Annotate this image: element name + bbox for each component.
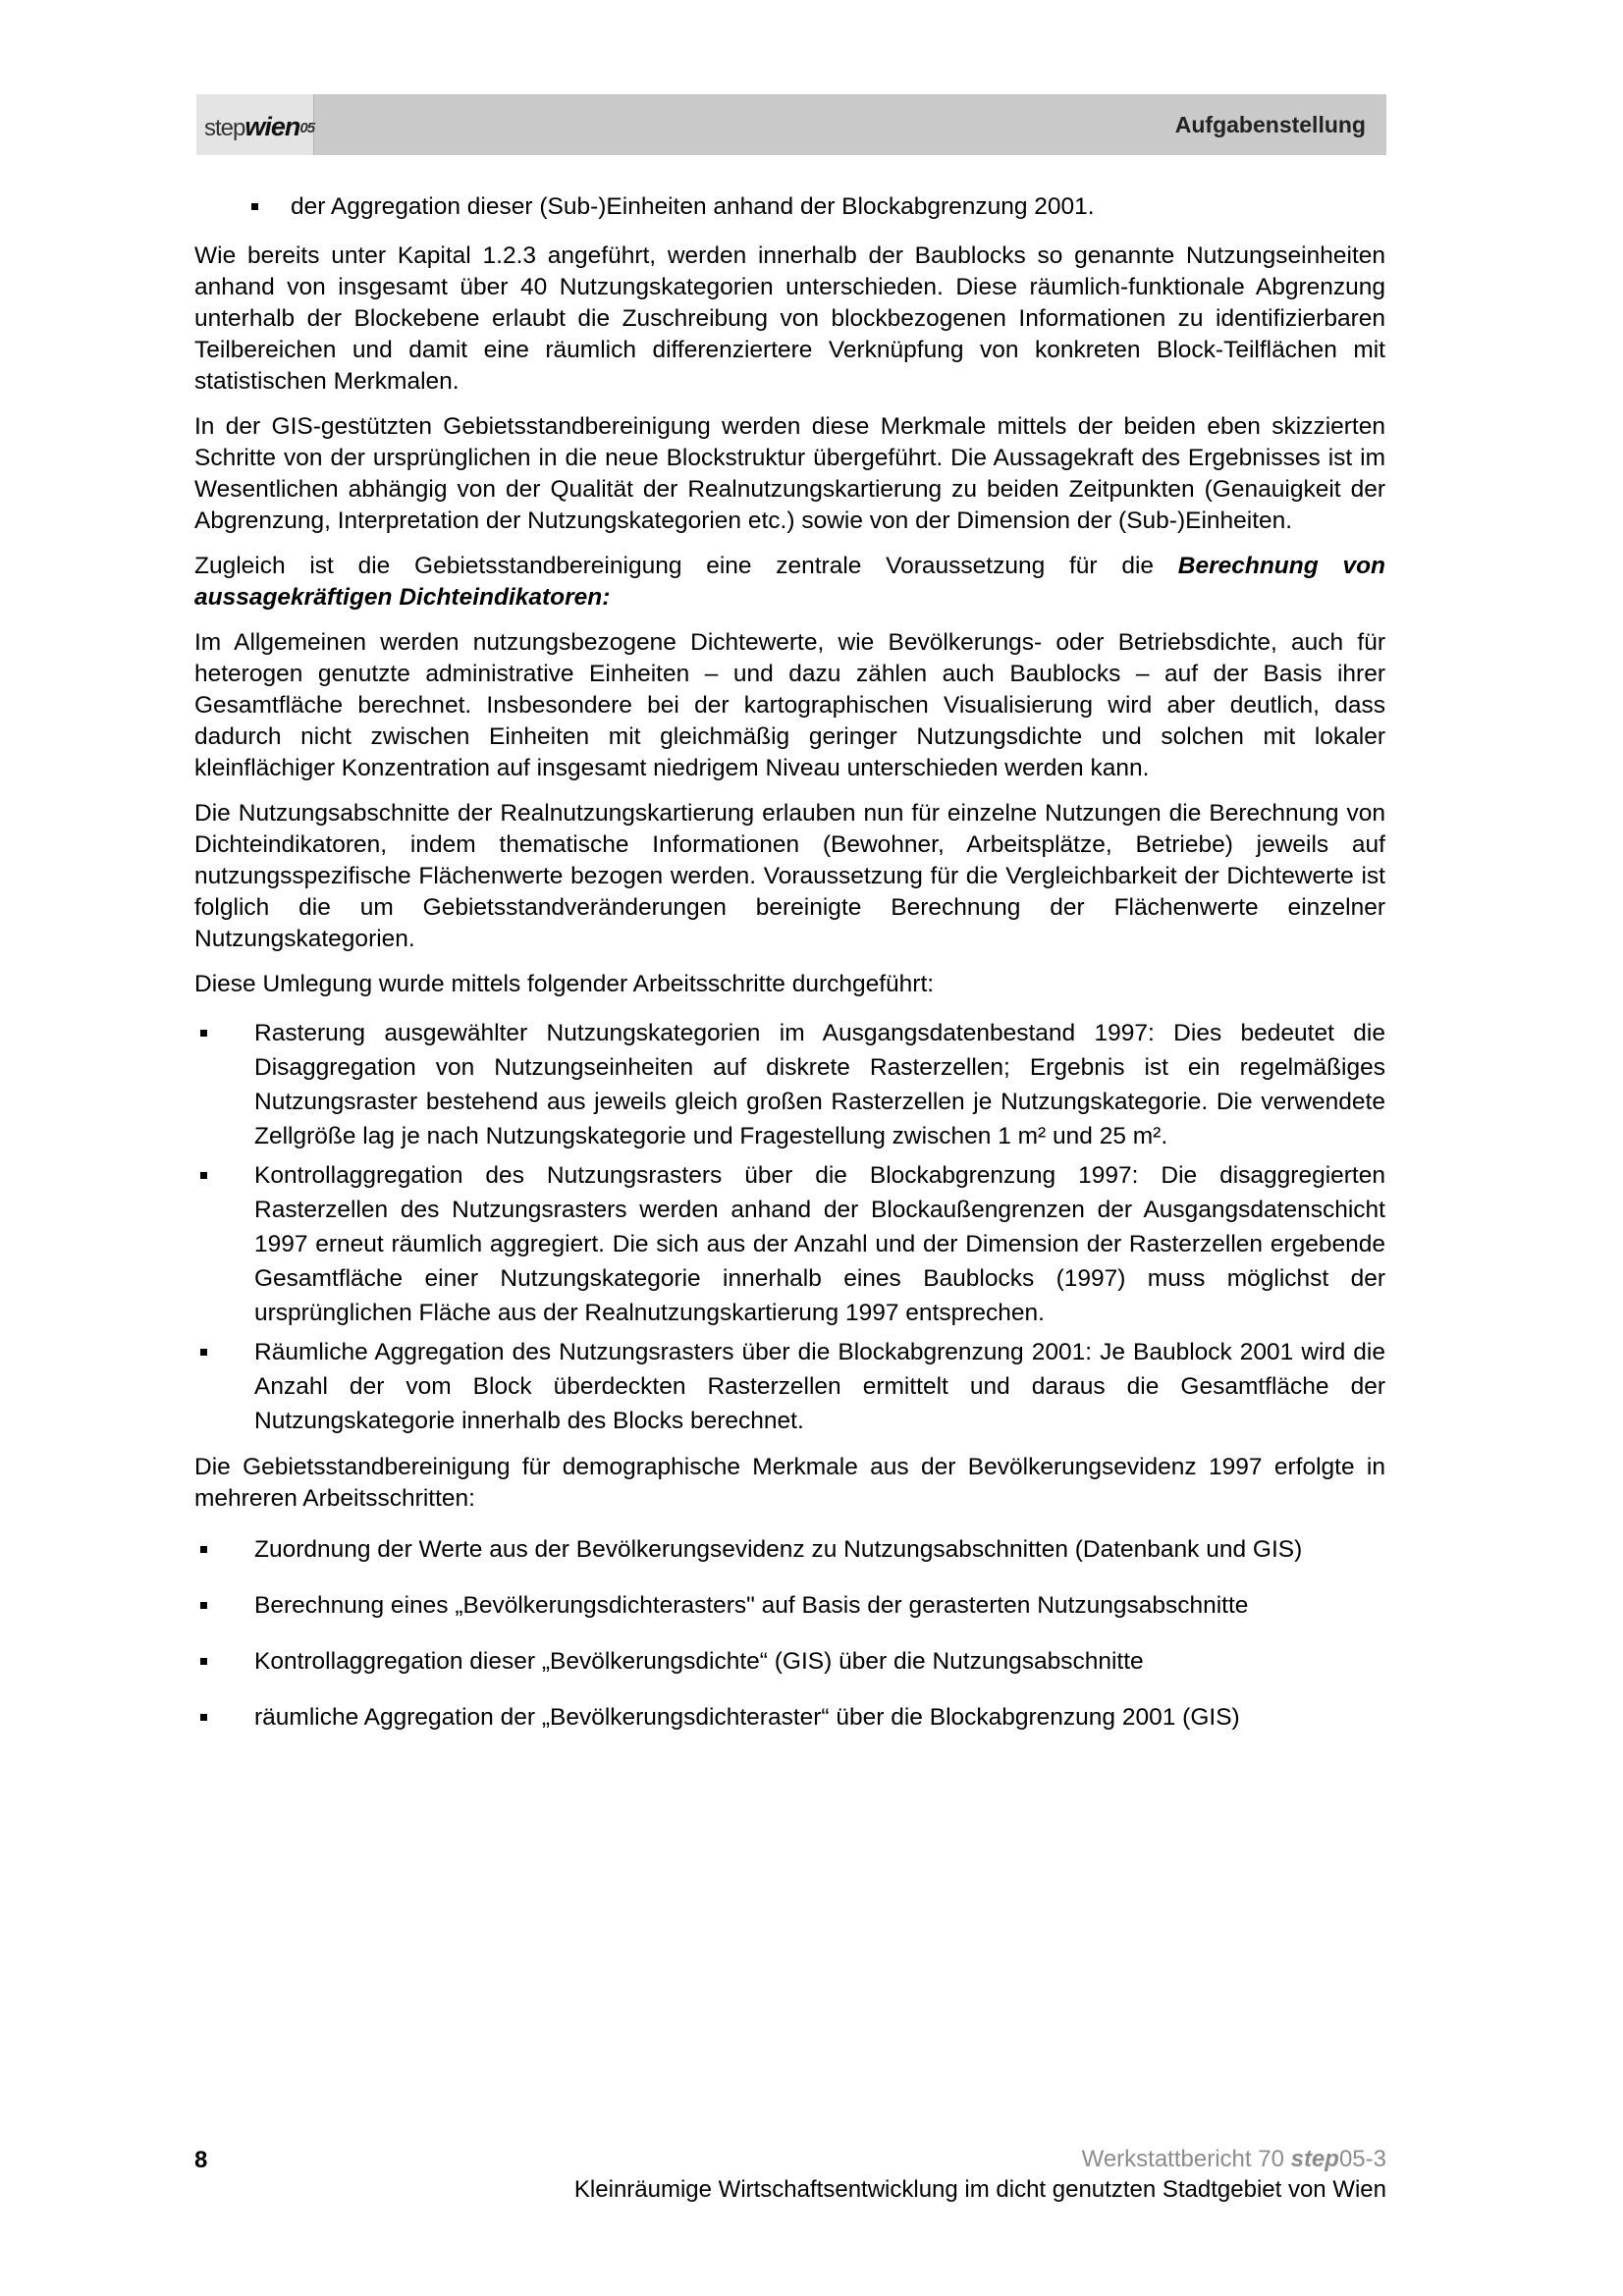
paragraph: Die Nutzungsabschnitte der Realnutzungskartierung erlauben nun für einzelne Nutzungen die Berechnung von Dichteindikatoren, indem thematische Informationen (Bewohner, Arbeitsplätze, Betriebe) jeweils auf nutzungsspezifische Flächenwerte bezogen werden. Voraussetzung für die Vergleichbarkeit der Dichtewerte ist folglich die um Gebietsstandveränderungen bereinigte Berechnung der Flächenwerte einzelner Nutzungskategorien. xyxy=(194,800,1385,952)
main-content xyxy=(194,191,1385,1756)
paragraph: Die Gebietsstandbereinigung für demographische Merkmale aus der Bevölkerungsevidenz 1997 erfolgte in mehreren Arbeitsschritten: xyxy=(194,1454,1385,1512)
logo-step: step xyxy=(204,115,245,141)
footer-report-title xyxy=(1082,2146,1386,2173)
footer-brand: step xyxy=(1290,2146,1339,2172)
intro-bullet-list xyxy=(194,191,1385,223)
bullet-icon xyxy=(200,1714,207,1721)
list-item-text: Rasterung ausgewählter Nutzungskategorien im Ausgangsdatenbestand 1997: Dies bedeutet die Disaggregation von Nutzungseinheiten auf diskrete Rasterzellen; Ergebnis ist ein regelmäßiges Nutzungsraster bestehend aus jeweils gleich großen Rasterzellen je Nutzungskategorie. Die verwendete Zellgröße lag je nach Nutzungskategorie und Fragestellung zwischen 1 m² und 25 m². xyxy=(254,1020,1385,1149)
logo-text xyxy=(204,112,314,142)
bullet-icon xyxy=(200,1349,207,1356)
list-item xyxy=(194,1016,1385,1153)
list-item-text: Kontrollaggregation des Nutzungsrasters über die Blockabgrenzung 1997: Die disaggregierten Rasterzellen des Nutzungsrasters werden anhand der Blockaußengrenzen der Ausgangsdatenschicht 1997 erneut räumlich aggregiert. Die sich aus der Anzahl und der Dimension der Rasterzellen ergebende Gesamtfläche einer Nutzungskategorie innerhalb eines Baublocks (1997) muss möglichst der ursprünglichen Fläche aus der Realnutzungskartierung 1997 entsprechen. xyxy=(254,1162,1385,1326)
bullet-icon xyxy=(251,203,258,210)
paragraph: Im Allgemeinen werden nutzungsbezogene Dichtewerte, wie Bevölkerungs- oder Betriebsdichte, auch für heterogen genutzte administrative Einheiten – und dazu zählen auch Baublocks – auf der Basis ihrer Gesamtfläche berechnet. Insbesondere bei der kartographischen Visualisierung wird aber deutlich, dass dadurch nicht zwischen Einheiten mit gleichmäßig geringer Nutzungsdichte und solchen mit lokaler kleinflächiger Konzentration auf insgesamt niedrigem Niveau unterschieden werden kann. xyxy=(194,629,1385,781)
list-item xyxy=(194,1588,1385,1623)
list-item xyxy=(194,1644,1385,1679)
list-item-text: Kontrollaggregation dieser „Bevölkerungsdichte“ (GIS) über die Nutzungsabschnitte xyxy=(254,1648,1144,1675)
paragraph-text: Zugleich ist die Gebietsstandbereinigung eine zentrale Voraussetzung für die xyxy=(194,553,1178,579)
bullet-icon xyxy=(200,1030,207,1037)
logo-num: 05 xyxy=(299,120,315,136)
list-item-text: räumliche Aggregation der „Bevölkerungsdichteraster“ über die Blockabgrenzung 2001 (GIS) xyxy=(254,1704,1240,1731)
list-item xyxy=(194,1158,1385,1330)
header-title: Aufgabenstellung xyxy=(1174,112,1366,137)
bullet-icon xyxy=(200,1172,207,1179)
footer-subtitle: Kleinräumige Wirtschaftsentwicklung im dicht genutzten Stadtgebiet von Wien xyxy=(573,2176,1386,2203)
paragraph xyxy=(194,551,1385,614)
list-item-text: Berechnung eines „Bevölkerungsdichterasters" auf Basis der gerasterten Nutzungsabschnitte xyxy=(254,1592,1249,1619)
list-item-text: der Aggregation dieser (Sub-)Einheiten anhand der Blockabgrenzung 2001. xyxy=(291,193,1095,220)
paragraph: In der GIS-gestützten Gebietsstandbereinigung werden diese Merkmale mittels der beiden eben skizzierten Schritte von der ursprünglichen in die neue Blockstruktur übergeführt. Die Aussagekraft des Ergebnisses ist im Wesentlichen abhängig von der Qualität der Realnutzungskartierung zu beiden Zeitpunkten (Genauigkeit der Abgrenzung, Interpretation der Nutzungskategorien etc.) sowie von der Dimension der (Sub-)Einheiten. xyxy=(194,413,1385,534)
demographic-steps-list xyxy=(194,1532,1385,1735)
emphasized-text: Berechnung von aussagekräftigen Dichteindikatoren: xyxy=(194,553,1385,611)
list-item-text: Räumliche Aggregation des Nutzungsrasters über die Blockabgrenzung 2001: Je Baublock 2001 wird die Anzahl der vom Block überdeckten Rasterzellen ermittelt und daraus die Gesamtfläche der Nutzungskategorie innerhalb des Blocks berechnet. xyxy=(254,1339,1385,1434)
step-wien-logo xyxy=(196,94,314,155)
list-item xyxy=(194,1335,1385,1438)
list-item-text: Zuordnung der Werte aus der Bevölkerungsevidenz zu Nutzungsabschnitten (Datenbank und GIS) xyxy=(254,1536,1303,1563)
paragraph: Wie bereits unter Kapital 1.2.3 angeführt, werden innerhalb der Baublocks so genannte Nutzungseinheiten anhand von insgesamt über 40 Nutzungskategorien unterschieden. Diese räumlich-funktionale Abgrenzung unterhalb der Blockebene erlaubt die Zuschreibung von blockbezogenen Informationen zu identifizierbaren Teilbereichen und damit eine räumlich differenziertere Verknüpfung von konkreten Block-Teilflächen mit statistischen Merkmalen. xyxy=(194,242,1385,395)
list-item xyxy=(194,1700,1385,1735)
list-item xyxy=(194,1532,1385,1567)
list-item xyxy=(194,191,1385,223)
footer-report-text: Werkstattbericht 70 xyxy=(1081,2146,1291,2172)
bullet-icon xyxy=(200,1602,207,1609)
bullet-icon xyxy=(200,1658,207,1665)
page-number: 8 xyxy=(194,2147,208,2173)
bullet-icon xyxy=(200,1546,207,1553)
work-steps-list xyxy=(194,1016,1385,1438)
logo-wien: wien xyxy=(244,112,300,141)
paragraph: Diese Umlegung wurde mittels folgender Arbeitsschritte durchgeführt: xyxy=(194,971,935,997)
footer-brand-suffix: 05-3 xyxy=(1338,2146,1386,2172)
